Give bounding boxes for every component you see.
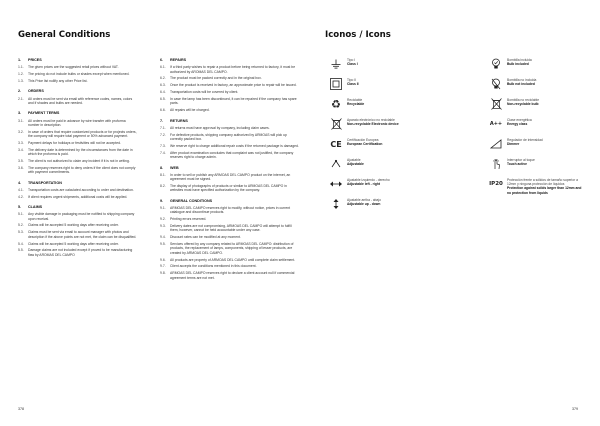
non-recyclable-bulb-icon: [487, 98, 505, 110]
clause: [160, 97, 300, 106]
clause: [160, 184, 300, 193]
clause-number: 3.2.: [18, 129, 24, 134]
legend-bulb-included: [487, 58, 567, 70]
clause-text: The pricing do not include bulbs or shades except when mentioned.: [28, 72, 130, 77]
clause: [160, 271, 300, 280]
section-heading: ORDERS: [28, 89, 44, 94]
legend-label: Ajustable: [347, 158, 361, 162]
conditions-column-2: [160, 58, 300, 286]
clause: [160, 126, 300, 130]
legend-label: Bombilla no incluida: [507, 78, 537, 82]
clause-number: 5.3.: [18, 230, 24, 235]
clause: [160, 242, 300, 255]
adjustable-icon: [327, 158, 345, 170]
clause-text: Once the product is received in factory, an approximate price to repair will be issued.: [170, 83, 297, 88]
clause-text: ARMOAS DEL CAMPO reserves right to modify, without notice, prices in current catalogue and discontinue products.: [170, 205, 291, 215]
class-ii-icon: [327, 78, 345, 90]
clause: [18, 119, 138, 128]
clause: [18, 130, 138, 139]
legend-adjustable-up-down: [327, 198, 407, 210]
section-number: 5.: [18, 204, 22, 209]
legend-label-strong: European Certification: [347, 142, 383, 147]
clause-text: The given prices are the suggested retail prices without VAT.: [28, 65, 119, 70]
legend-label-strong: Adjustable up - down: [347, 202, 381, 207]
clause-text: The display of photographs of products or similar to ARMOAS DEL CAMPO in websites must have specified authorization by the company.: [170, 183, 287, 193]
clause-text: We reserve right to charge additional repair costs if the returned package is damaged.: [170, 144, 299, 149]
legend-label-strong: Energy class: [507, 122, 528, 127]
clause: [18, 242, 138, 246]
clause: [18, 159, 138, 163]
legend-label: Bombilla incluida: [507, 58, 532, 62]
section-number: 9.: [160, 198, 164, 203]
clause: [18, 79, 138, 83]
page-number-right: 379: [572, 407, 578, 411]
clause-text: The product must be packed correctly and in the original box.: [170, 76, 262, 81]
legend-label: Reciclable: [347, 98, 363, 102]
energy-class-icon: A++: [489, 121, 503, 127]
legend-touch-active: [487, 158, 567, 170]
legend-non-recyclable-bulb: [487, 98, 567, 110]
clause: [18, 97, 138, 106]
section-heading: RETURNS: [170, 118, 188, 123]
clause: [160, 65, 300, 74]
bulb-not-included-icon: [487, 78, 505, 90]
legend-label: Tipo I: [347, 58, 356, 62]
clause-number: 5.4.: [18, 241, 24, 246]
clause: [18, 195, 138, 199]
clause-number: 7.4.: [160, 150, 166, 155]
clause-number: 4.1.: [18, 187, 24, 192]
legend-label-strong: Non-recyclable bulb: [507, 102, 539, 107]
legend-label: Bombilla no reciclable: [507, 98, 540, 102]
clause: [160, 133, 300, 142]
legend-label: Protección frente a sólidos de tamaño superior a 12mm y ninguna protección de líquidos: [507, 178, 578, 187]
clause-text: In order to sell or publish any ARMOAS DEL CAMPO product on the internet, an agreement must be signed.: [170, 172, 291, 182]
clause-number: 9.1.: [160, 205, 166, 210]
legend-label-strong: Bulb included: [507, 62, 529, 67]
legend-label-strong: Touch active: [507, 162, 527, 167]
clause: [160, 83, 300, 87]
clause-number: 6.4.: [160, 90, 166, 95]
clause-number: 6.1.: [160, 65, 166, 70]
legend-label-strong: Dimmer: [507, 142, 520, 147]
clause-text: All orders must be paid in advance by wire transfer with proforma number in description.: [28, 118, 126, 127]
legend-label: Aparato electrónico no reciclable: [347, 118, 395, 122]
clause-number: 6.5.: [160, 97, 166, 102]
section-returns: [160, 119, 300, 160]
legend-label-strong: Protection against solids larger than 12mm and no protection from liquids: [507, 186, 582, 195]
clause-text: Delivery dates are not compromising, ARMOAS DEL CAMPO will attempt to fulfill them, however, cannot be held accountable under any case.: [170, 223, 292, 233]
clause-text: All repairs will be charged.: [170, 108, 210, 113]
clause-number: 5.2.: [18, 223, 24, 228]
ip20-icon: IP20: [489, 181, 503, 187]
clause-number: 1.1.: [18, 65, 24, 70]
clause-number: 3.5.: [18, 159, 24, 164]
clause-text: Any visible damage in packaging must be notified to shipping company upon receival.: [28, 212, 135, 221]
clause-number: 9.8.: [160, 271, 166, 276]
clause-text: After product examination concludes that complaint was not justified, the company reserves right to charge admin.: [170, 150, 294, 160]
legend-label-strong: Adjustable: [347, 162, 364, 167]
up-down-arrow-icon: [327, 198, 345, 210]
section-orders: [18, 89, 138, 105]
legend-label: Interruptor al toque: [507, 158, 535, 162]
legend-label: Ajustable arriba - abajo: [347, 198, 381, 202]
legend-energy-class: [487, 118, 567, 130]
clause-number: 3.3.: [18, 140, 24, 145]
legend-ip20: [487, 178, 583, 195]
legend-label: Regulador de intensidad: [507, 138, 543, 142]
clause-number: 7.2.: [160, 132, 166, 137]
clause-text: Services offered by any company related to ARMOAS DEL CAMPO: distribution of products, the replacement of lamps, components, shipping of lesser products, are created by ARMOAS DEL CAMPO.: [170, 242, 294, 255]
clause-text: Printing errors reserved.: [170, 217, 207, 222]
section-heading: GENERAL CONDITIONS: [170, 198, 213, 203]
clause-number: 9.5.: [160, 242, 166, 247]
clause-text: Payment delays for holidays or festivities will not be accepted.: [28, 140, 121, 145]
legend-label: Certificación Europea: [347, 138, 379, 142]
section-claims: [18, 205, 138, 257]
clause: [18, 141, 138, 145]
clause-text: This Price list nullify any other Price list.: [28, 79, 88, 84]
clause: [18, 223, 138, 227]
clause-number: 8.2.: [160, 183, 166, 188]
clause: [160, 90, 300, 94]
clause-text: The delivery date is determined by the circumstances from the date in which the proforma is paid.: [28, 147, 133, 157]
clause-text: If client requires urgent shipments, additional costs will be applied.: [28, 194, 128, 199]
clause: [160, 144, 300, 148]
section-number: 8.: [160, 165, 164, 170]
clause-text: Discount rates can be modified at any moment.: [170, 235, 241, 240]
section-number: 6.: [160, 58, 164, 62]
clause-number: 8.1.: [160, 172, 166, 177]
clause: [160, 206, 300, 215]
section-heading: REPAIRS: [170, 58, 187, 62]
section-web: [160, 166, 300, 193]
clause: [18, 212, 138, 221]
clause-text: For defective products, shipping company authorized by ARMOAS will pick up correctly packed box.: [170, 132, 287, 142]
clause: [160, 264, 300, 268]
clause-number: 5.5.: [18, 248, 24, 253]
legend-non-recyclable-device: [327, 118, 407, 130]
clause: [18, 72, 138, 76]
clause-number: 7.1.: [160, 125, 166, 130]
legend-dimmer: [487, 138, 567, 150]
clause: [160, 258, 300, 262]
clause: [160, 235, 300, 239]
legend-class-i: [327, 58, 407, 70]
clause-text: All products are property of ARMOAS DEL CAMPO until complete claim settlement.: [170, 257, 296, 262]
page-number-left: 378: [18, 407, 24, 411]
section-repairs: [160, 58, 300, 113]
section-heading: PAYMENT TERMS: [28, 111, 60, 116]
clause-number: 5.1.: [18, 212, 24, 217]
legend-adjustable: [327, 158, 407, 170]
clause-text: The client is not authorized to claim any incident if it is not in writing.: [28, 159, 130, 164]
clause-number: 1.2.: [18, 72, 24, 77]
ce-mark-icon: CE: [330, 139, 342, 149]
section-payment-terms: [18, 111, 138, 174]
clause-text: Damage claims are not included except if proved to be manufacturing flaw by AROMAS DEL CAMPO: [28, 248, 133, 257]
clause-text: Claims will be accepted 5 working days after receiving order.: [28, 241, 119, 246]
clause-text: Transportation costs will be covered by client.: [170, 90, 239, 95]
clause-text: ARMOAS DEL CAMPO reserves right to declare a client account null if commercial agreement terms are not met.: [170, 271, 295, 280]
clause-text: If a third party wishes to repair a product before being returned to factory, it must be authorized by AROMAS DEL CAMPO.: [170, 65, 296, 74]
legend-adjustable-left-right: [327, 178, 407, 190]
section-heading: CLAIMS: [28, 204, 43, 209]
legend-label-strong: Class I: [347, 62, 358, 67]
dimmer-icon: [487, 138, 505, 150]
legend-label: Ajustable izquierdo - derecho: [347, 178, 390, 182]
legend-european-certification: [327, 138, 407, 150]
clause-number: 9.3.: [160, 223, 166, 228]
clause-text: Client accepts the conditions mentioned in this document.: [170, 264, 257, 269]
section-heading: TRANSPORTATION: [28, 180, 62, 185]
clause-text: All returns must have approval by company, including claim cases.: [170, 125, 270, 130]
section-number: 2.: [18, 89, 22, 94]
bulb-included-icon: [487, 58, 505, 70]
section-transportation: [18, 181, 138, 199]
clause-text: The company reserves right to deny orders if the client does not comply with payment commitments.: [28, 165, 136, 175]
clause-number: 9.2.: [160, 217, 166, 222]
clause: [18, 148, 138, 157]
conditions-column-1: [18, 58, 138, 263]
legend-label-strong: Non-recyclable Electronic device: [347, 122, 399, 127]
clause: [18, 65, 138, 69]
legend-recyclable: [327, 98, 407, 110]
clause-text: All orders must be sent via email with reference codes, names, colors and if shades and bulbs are needed.: [28, 96, 133, 105]
legend-label: Tipo II: [347, 78, 357, 82]
clause: [160, 173, 300, 182]
legend-label: Clase energética: [507, 118, 532, 122]
crossed-bin-icon: [327, 118, 345, 130]
touch-icon: [487, 158, 505, 170]
clause-number: 7.3.: [160, 144, 166, 149]
recycle-icon: ♻: [331, 97, 341, 111]
clause-number: 6.2.: [160, 76, 166, 81]
legend-label-strong: Bulb not included: [507, 82, 535, 87]
class-i-icon: [327, 58, 345, 70]
clause: [18, 188, 138, 192]
clause-text: Claims will be accepted 5 working days after receiving order.: [28, 223, 119, 228]
section-number: 3.: [18, 111, 22, 116]
legend-label-strong: Recyclable: [347, 102, 365, 107]
clause-number: 6.6.: [160, 108, 166, 113]
clause: [160, 76, 300, 80]
legend-bulb-not-included: [487, 78, 567, 90]
clause: [18, 230, 138, 239]
clause-number: 3.4.: [18, 147, 24, 152]
clause-text: Transportation costs are calculated according to order and destination.: [28, 187, 134, 192]
section-number: 4.: [18, 180, 22, 185]
general-conditions-title: General Conditions: [18, 30, 111, 40]
legend-class-ii: [327, 78, 407, 90]
clause-number: 9.6.: [160, 257, 166, 262]
section-prices: [18, 58, 138, 83]
legend-label-strong: Adjustable left - right: [347, 182, 380, 187]
clause-number: 4.2.: [18, 194, 24, 199]
clause-number: 6.3.: [160, 83, 166, 88]
clause-number: 2.1.: [18, 96, 24, 101]
clause: [160, 217, 300, 221]
section-heading: PRICES: [28, 58, 42, 62]
clause-number: 9.7.: [160, 264, 166, 269]
section-general-conditions: [160, 199, 300, 280]
section-heading: WEB: [170, 165, 179, 170]
clause-text: In case the lamp has been discontinued, it can be repaired if the company has spare parts.: [170, 97, 297, 106]
clause-text: Claims must be sent via email to account manager with photos and description if the above points are not met, the claim can be disqualified.: [28, 230, 137, 239]
icons-title: Iconos / Icons: [325, 30, 391, 40]
clause: [18, 248, 138, 257]
section-number: 1.: [18, 58, 22, 62]
clause-number: 3.1.: [18, 118, 24, 123]
clause: [160, 151, 300, 160]
legend-label-strong: Class II: [347, 82, 359, 87]
clause: [160, 224, 300, 233]
clause-number: 9.4.: [160, 235, 166, 240]
left-right-arrow-icon: [327, 178, 345, 190]
clause-number: 1.3.: [18, 79, 24, 84]
clause-text: In case of orders that require customized products or for projects orders, the company will require total payment or 50% advanced payment.: [28, 129, 137, 139]
clause: [160, 108, 300, 112]
clause-number: 3.6.: [18, 165, 24, 170]
section-number: 7.: [160, 118, 164, 123]
clause: [18, 166, 138, 175]
